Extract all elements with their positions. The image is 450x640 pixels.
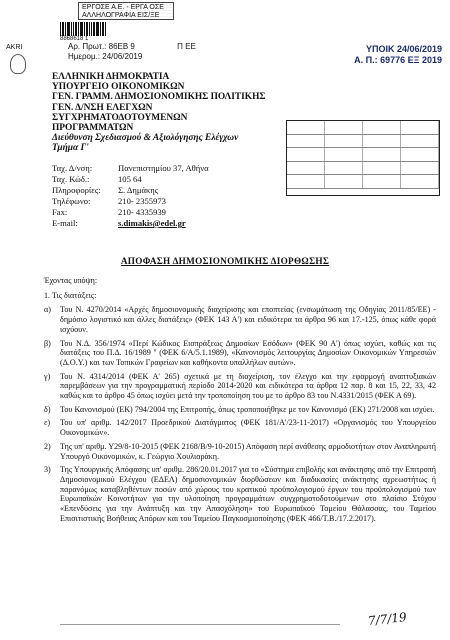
contact-label: Fax: (52, 207, 68, 217)
protocol-pe: Π ΕΕ (177, 42, 196, 51)
stamp-cell (287, 175, 325, 188)
document-title: ΑΠΟΦΑΣΗ ΔΗΜΟΣΙΟΝΟΜΙΚΗΣ ΔΙΟΡΘΩΣΗΣ (120, 256, 330, 266)
contact-row (52, 218, 209, 229)
initials-stamp (342, 610, 414, 632)
incoming-stamp (78, 2, 174, 20)
contact-value: 210- 4335939 (118, 207, 166, 217)
ministry-reference (354, 44, 442, 66)
contact-details (52, 163, 209, 229)
stamp-cell (287, 121, 325, 134)
clause-marker: δ) (44, 404, 51, 414)
header-line: ΣΥΓΧΡΗΜΑΤΟΔΟΤΟΥΜΕΝΩΝ (52, 112, 188, 123)
clause (44, 465, 436, 523)
clause (44, 305, 436, 334)
protocol-number-label: Αρ. Πρωτ.: (68, 42, 107, 51)
clause-text: Του υπ' αριθμ. 142/2017 Προεδρικού Διατάγματος (ΦΕΚ 181/Α'/23-11-2017) «Οργανισμός του Υπουργείου Οικονομικών». (60, 418, 436, 438)
clause-marker: 2) (44, 441, 51, 451)
clause (44, 405, 436, 415)
clause-marker: β) (44, 338, 51, 348)
contact-email[interactable]: s.dimakis@edel.gr (118, 218, 186, 228)
contact-label: Ταχ. Κώδ.: (52, 174, 90, 184)
ministry-reference-date: ΥΠΟΙΚ 24/06/2019 (365, 44, 442, 54)
distribution-stamp (286, 120, 440, 196)
protocol-date-value: 24/06/2019 (102, 52, 143, 61)
protocol-block (68, 42, 196, 62)
contact-row (52, 163, 209, 174)
clause-text: Του Ν. 4270/2014 «Αρχές δημοσιονομικής διαχείρισης και εποπτείας (ενσωμάτωση της Οδηγίας 2011/85/ΕΕ) - δημόσιο λογιστικό και άλλες διατάξεις» (ΦΕΚ 143 Α') και ειδικότερα τα άρθρα 96 και 17.-125, όπως κάθε φορά ισχύουν. (60, 305, 436, 334)
clause-text: Του Ν. 4314/2014 (ΦΕΚ Α' 265) σχετικά με τη διαχείριση, τον έλεγχο και την εφαρμογή αναπτυξιακών παρεμβάσεων για την προγραμματική περίοδο 2014-2020 και ειδικότερα τα άρθρα 12 παρ. 8 και 15, 22, 33, 42 καθώς και το άρθρο 45 όπως ισχύει μετά την τροποποίηση του με το άρθρο 83 του Ν.4331/2015 (ΦΕΚ Α 69). (60, 371, 436, 401)
stamp-cell (287, 162, 325, 175)
header-line: ΕΛΛΗΝΙΚΗ ΔΗΜΟΚΡΑΤΙΑ (52, 72, 170, 82)
contact-value: 105 64 (118, 174, 142, 184)
left-mark: AKRI (6, 44, 23, 51)
clause-text: Της Υπουργικής Απόφασης υπ' αριθμ. 286/20.01.2017 για το «Σύστημα επιβολής και ανάκτησης από την Επιτροπή Δημοσιονομικού Ελέγχου (ΕΔΕΛ) δημοσιονομικών διορθώσεων και διαδικασίες ανάκτησης αχρεωστήτως ή παρανόμως καταβληθέντων ποσών από χώρους του κρατικού προϋπολογισμού έργων του προϋπολογισμού των Ευρωπαϊκών Κοινοτήτων για την υλοποίηση προγραμμάτων συγχρηματοδοτούμενων στο πλαίσιο Στόχου «Επενδύσεις για την Ανάπτυξη και την Απασχόληση» του Ευρωπαϊκού Ταμείου Θάλασσας, του Ταμείου Επισιτιστικής Βοήθειας Απόρων και του Ταμείου Παγκοσμιοποίησης (ΦΕΚ 466/Τ.Β./17.2.2017). (60, 465, 436, 523)
barcode-number: 8868618 1 (60, 36, 89, 42)
header-line: ΓΕΝ. ΓΡΑΜΜ. ΔΗΜΟΣΙΟΝΟΜΙΚΗΣ ΠΟΛΙΤΙΚΗΣ (52, 92, 266, 103)
header-line: ΠΡΟΓΡΑΜΜΑΤΩΝ (52, 123, 134, 134)
page-divider (60, 624, 340, 625)
incoming-stamp-line1: ΕΡΓΟΣΕ Α.Ε. - ΕΡΓΑ ΟΣΕ (82, 4, 164, 11)
protocol-date-label: Ημερομ.: (68, 52, 101, 61)
header-line: ΓΕΝ. Δ/ΝΣΗ ΕΛΕΓΧΩΝ (52, 102, 153, 113)
ministry-reference-number: Α. Π.: 69776 ΕΞ 2019 (354, 55, 442, 65)
state-emblem-icon (10, 54, 26, 74)
contact-row (52, 174, 209, 185)
stamp-row (287, 135, 439, 149)
stamp-row (287, 148, 439, 162)
contact-row (52, 207, 209, 218)
clause-marker: 3) (44, 465, 51, 475)
protocol-number-value: 86ΕΒ 9 (108, 42, 135, 51)
contact-label: Τηλέφωνο: (52, 196, 91, 206)
contact-row (52, 185, 209, 196)
contact-value: Πανεπιστημίου 37, Αθήνα (118, 163, 209, 173)
clause (44, 372, 436, 401)
clause (44, 339, 436, 368)
clause-marker: α) (44, 305, 51, 315)
stamp-cell (287, 148, 325, 161)
contact-row (52, 196, 209, 207)
stamp-cell (287, 135, 325, 148)
barcode (60, 22, 122, 44)
initials-signature: 7/7/19 (367, 610, 408, 628)
issuer-header (52, 72, 282, 154)
incoming-stamp-line2: ΑΛΛΗΛΟΓΡΑΦΙΑ ΕΙΣ/ΞΕ (82, 12, 160, 19)
clause-text: Του Ν.Δ. 356/1974 «Περί Κώδικος Εισπράξεως Δημοσίων Εσόδων» (ΦΕΚ 90 Α') όπως ισχύει, καθώς και τις διατάξεις του Π.Δ. 16/1989 " (ΦΕΚ 6/Α/5.1.1989), «Κανονισμός λειτουργίας Δημοσίων Οικονομικών Υπηρεσιών (Δ.Ο.Υ.) και των Τοπικών Γραφείων και καθήκοντα υπαλλήλων αυτών». (60, 338, 436, 367)
contact-value: Σ. Δημάκης (118, 185, 159, 195)
document-body (44, 276, 436, 523)
clause-marker: ε) (44, 418, 51, 428)
contact-label: E-mail: (52, 218, 78, 228)
header-line: ΥΠΟΥΡΓΕΙΟ ΟΙΚΟΝΟΜΙΚΩΝ (52, 82, 185, 93)
directorate: Διεύθυνση Σχεδιασμού & Αξιολόγησης Ελέγχων (52, 133, 239, 144)
clause-text: Της υπ' αριθμ. Υ29/8-10-2015 (ΦΕΚ 2168/Β/9-10-2015) Απόφαση περί ανάθεσης αρμοδιοτήτων στον Αναπληρωτή Υπουργό Οικονομικών, κ. Γεώργιο Χουλιαράκη. (60, 441, 436, 461)
contact-value: 210- 2355973 (118, 196, 166, 206)
clause-text: Του Κανονισμού (ΕΚ) 794/2004 της Επιτροπής, όπως τροποποιήθηκε με τον Κανονισμό (ΕΚ) 271/2008 και ισχύει. (60, 404, 435, 414)
stamp-row (287, 162, 439, 176)
stamp-row (287, 121, 439, 135)
clause (44, 442, 436, 461)
barcode-bars (60, 22, 122, 36)
contact-label: Πληροφορίες: (52, 185, 101, 195)
intro-text: Έχοντας υπόψη: (44, 276, 98, 285)
stamp-row (287, 175, 439, 189)
section-heading: 1. Τις διατάξεις: (44, 290, 97, 300)
section: Τμήμα Γ' (52, 143, 89, 154)
contact-label: Ταχ. Δ/νση: (52, 163, 93, 173)
clause (44, 418, 436, 437)
clause-marker: γ) (44, 371, 51, 381)
